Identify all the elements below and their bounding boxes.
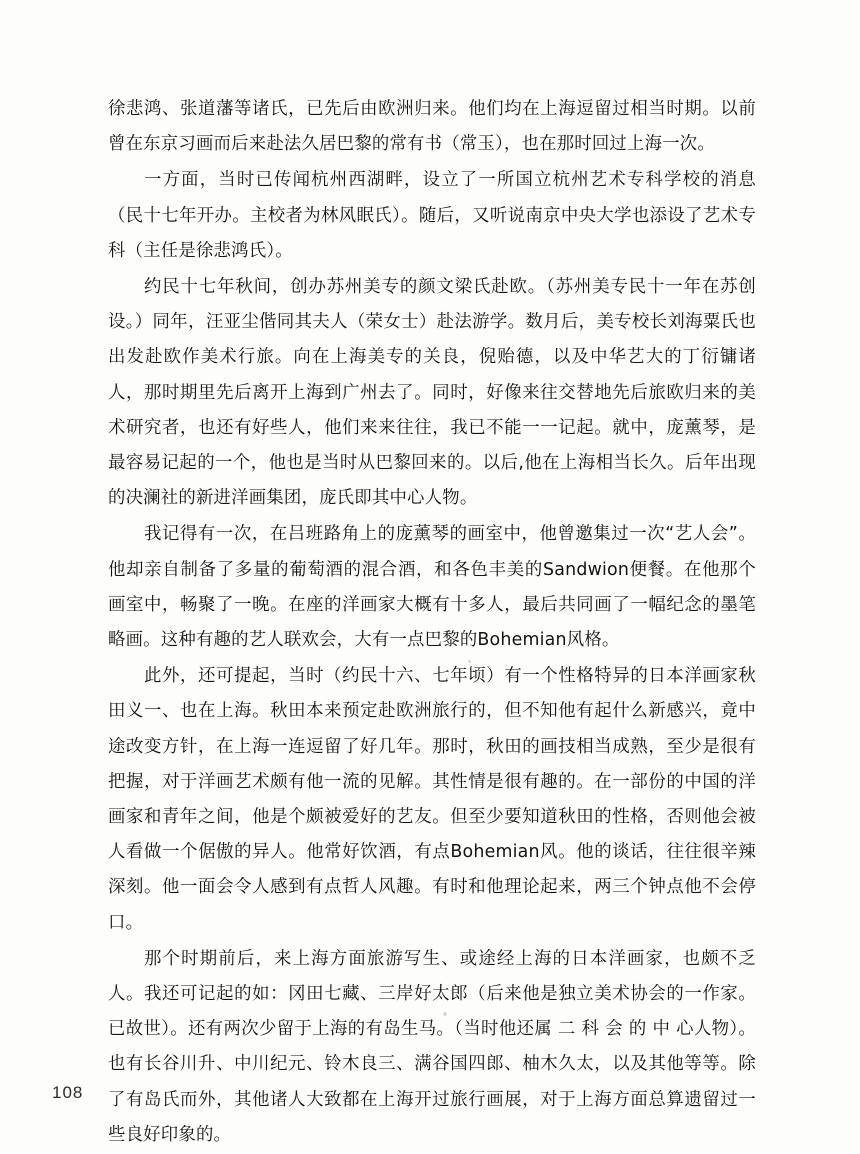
- paragraph-6: 那个时期前后，来上海方面旅游写生、或途经上海的日本洋画家，也颇不乏人。我还可记起的如：冈田七藏、三岸好太郎（后来他是独立美术协会的一作家。已故世）。还有两次少留于上海的有岛生马。（当时他还属 二 科 会 的 中 心人物）。也有长谷川升、中川纪元、铃木良三、满谷国四郎、柚木久太，以及其他等等。除了有岛氏而外，其他诸人大致都在上海开过旅行画展，对于上海方面总算遗留过一些良好印象的。: [108, 948, 756, 1145]
- paragraph-5: 此外，还可提起，当时（约民十六、七年顷）有一个性格特异的日本洋画家秋田义一、也在上海。秋田本来预定赴欧洲旅行的，但不知他有起什么新感兴，竟中途改变方针，在上海一连逗留了好几年。那时，秋田的画技相当成熟，至少是很有把握，对于洋画艺术颇有他一流的见解。其性情是很有趣的。在一部份的中国的洋画家和青年之间，他是个颇被爱好的艺友。但至少要知道秋田的性格，否则他会被人看做一个倨傲的异人。他常好饮酒，有点Bohemian风。他的谈话，往往很辛辣深刻。他一面会令人感到有点哲人风趣。有时和他理论起来，两三个钟点他不会停口。: [108, 666, 756, 933]
- paragraph-1: 徐悲鸿、张道藩等诸氏，已先后由欧洲归来。他们均在上海逗留过相当时期。以前曾在东京习画而后来赴法久居巴黎的常有书（常玉），也在那时回过上海一次。: [108, 99, 756, 155]
- page-number: 108: [52, 1083, 84, 1102]
- paragraph-2: 一方面，当时已传闻杭州西湖畔，设立了一所国立杭州艺术专科学校的消息（民十七年开办。主校者为林风眠氏）。随后，又听说南京中央大学也添设了艺术专科（主任是徐悲鸿氏）。: [108, 170, 756, 261]
- page-body-text: [108, 92, 756, 1154]
- paragraph-4: 我记得有一次，在吕班路角上的庞薰琴的画室中，他曾邀集过一次“艺人会”。他却亲自制备了多量的葡萄酒的混合酒，和各色丰美的Sandwion便餐。在他那个画室中，畅聚了一晚。在座的洋画家大概有十多人，最后共同画了一幅纪念的墨笔略画。这种有趣的艺人联欢会，大有一点巴黎的Bohemian风格。: [108, 524, 756, 651]
- paragraph-3: 约民十七年秋间，创办苏州美专的颜文梁氏赴欧。（苏州美专民十一年在苏创设。）同年，汪亚尘偕同其夫人（荣女士）赴法游学。数月后，美专校长刘海粟氏也出发赴欧作美术行旅。向在上海美专的关良，倪贻德，以及中华艺大的丁衍镛诸人，那时期里先后离开上海到广州去了。同时，好像来往交替地先后旅欧归来的美术研究者，也还有好些人，他们来来往往，我已不能一一记起。就中，庞薰琴，是最容易记起的一个，他也是当时从巴黎回来的。以后,他在上海相当长久。后年出现的决澜社的新进洋画集团，庞氏即其中心人物。: [108, 277, 756, 509]
